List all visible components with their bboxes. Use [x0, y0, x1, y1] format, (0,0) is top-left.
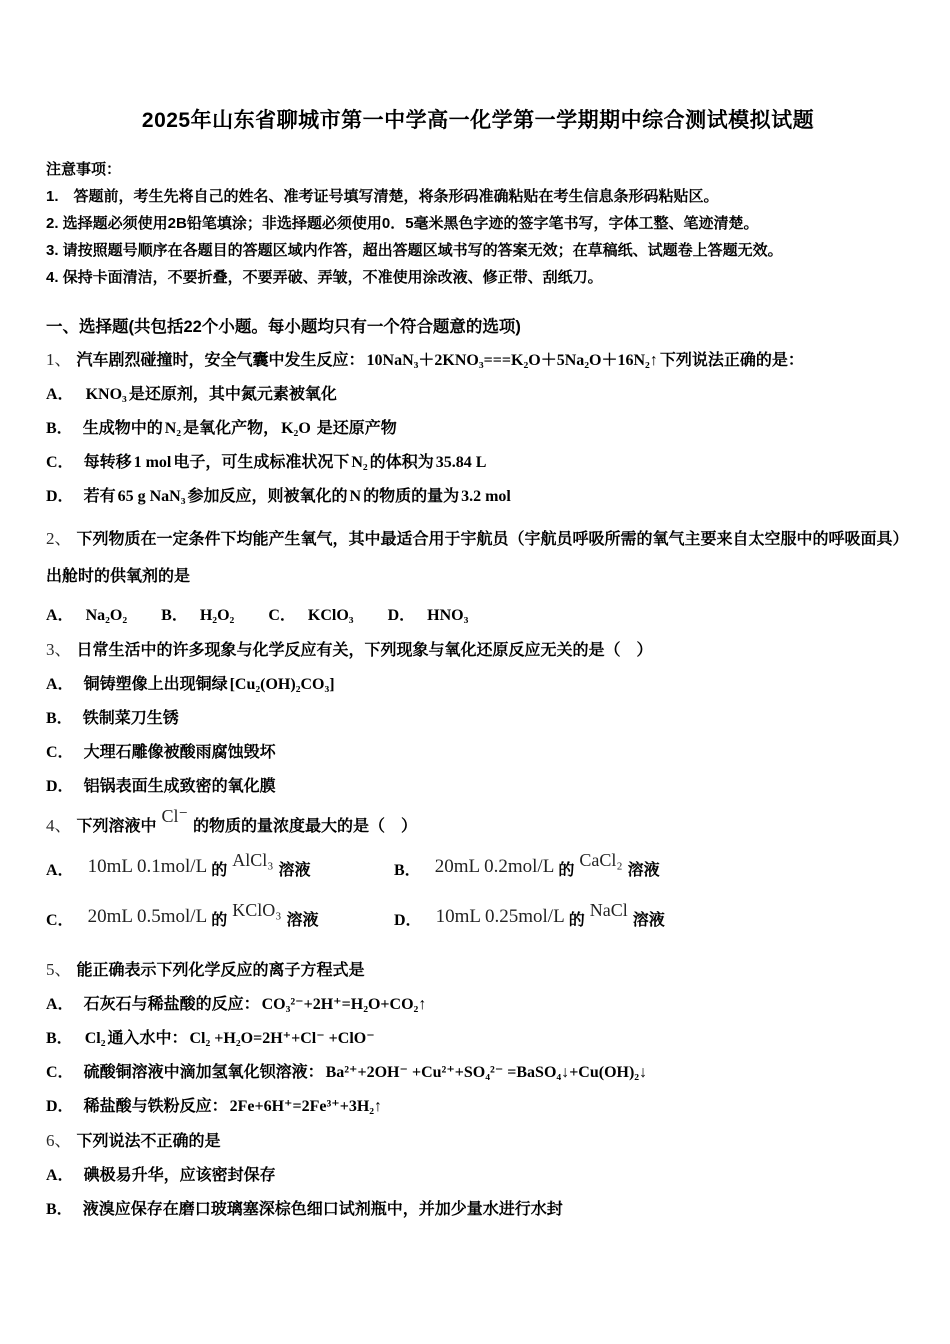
- question-block-5: [46, 959, 910, 1117]
- question-block-4: [46, 806, 910, 931]
- text-segment: 下列说法正确的是：: [659, 352, 804, 369]
- option-label: B．: [394, 862, 421, 879]
- text-segment: 铝锅表面生成致密的氧化膜: [83, 778, 276, 795]
- question-5-option-b: [46, 1028, 910, 1049]
- option-label: A．: [46, 862, 74, 879]
- option-cell: [46, 850, 394, 881]
- question-5-option-c: [46, 1062, 910, 1083]
- formula-segment: HNO₃: [427, 607, 469, 624]
- formula-segment: 35.84 L: [435, 454, 487, 471]
- question-block-1: [46, 349, 910, 507]
- notice-item: 3. 请按照题号顺序在各题目的答题区域内作答，超出答题区域书写的答案无效；在草稿纸、试题卷上答题无效。: [46, 242, 783, 259]
- formula-segment: [Cu₂(OH)₂CO₃]: [229, 676, 335, 693]
- text-segment: 溶液: [278, 862, 311, 879]
- option-label: D．: [46, 1098, 74, 1115]
- text-segment: 大理石雕像被酸雨腐蚀毁坏: [83, 744, 276, 761]
- text-segment: 汽车剧烈碰撞时，安全气囊中发生反应：: [76, 352, 365, 369]
- question-3-option-a: [46, 674, 910, 695]
- section-heading: 一、选择题(共包括22个小题。每小题均只有一个符合题意的选项): [46, 318, 521, 336]
- formula-segment: K₂O: [281, 420, 315, 437]
- text-segment: 铜铸塑像上出现铜绿: [83, 676, 228, 693]
- question-number: 5、: [46, 960, 72, 979]
- text-segment: 每转移: [83, 454, 132, 471]
- text-segment: 若有: [83, 488, 116, 505]
- question-4-options-row-2: [46, 900, 910, 931]
- text-segment: 下列说法不正确的是: [76, 1133, 221, 1150]
- question-block-3: [46, 639, 910, 797]
- formula-segment: AlCl₃: [232, 850, 274, 870]
- text-segment: 日常生活中的许多现象与化学反应有关，下列现象与氧化还原反应无关的是（ ）: [76, 642, 653, 659]
- text-segment: 稀盐酸与铁粉反应：: [83, 1098, 228, 1115]
- formula-segment: 3.2 mol: [461, 488, 511, 505]
- notice-heading: 注意事项：: [46, 161, 122, 178]
- text-segment: 液溴应保存在磨口玻璃塞深棕色细口试剂瓶中，并加少量水进行水封: [82, 1201, 563, 1218]
- option-label: B．: [46, 1201, 73, 1218]
- option-label: C．: [46, 744, 74, 761]
- option-label: D．: [387, 607, 416, 624]
- question-2-stem: [46, 520, 910, 595]
- questions: [46, 349, 910, 1220]
- question-3-stem: [46, 639, 910, 661]
- text-segment: 碘极易升华，应该密封保存: [83, 1167, 276, 1184]
- question-1-option-b: [46, 418, 910, 439]
- question-2-options: [46, 605, 910, 626]
- question-number: 4、: [46, 816, 72, 835]
- text-segment: 是氧化产物，: [183, 420, 280, 437]
- formula-segment: Ba²⁺+2OH⁻ +Cu²⁺+SO₄²⁻ =BaSO₄↓+Cu(OH)₂↓: [325, 1064, 648, 1081]
- formula-segment: N: [349, 488, 362, 505]
- text-segment: 硫酸铜溶液中滴加氢氧化钡溶液：: [83, 1064, 324, 1081]
- question-4-options-row-1: [46, 850, 910, 881]
- question-1-stem: [46, 349, 910, 371]
- option-cell: [394, 850, 910, 881]
- question-1-option-a: [46, 384, 910, 405]
- formula-segment: Cl⁻: [161, 806, 189, 826]
- question-3-option-d: [46, 776, 910, 797]
- question-3-option-c: [46, 742, 910, 763]
- formula-segment: H₂O₂: [199, 607, 235, 624]
- formula-segment: KClO₃: [307, 607, 354, 624]
- formula-segment: CaCl₂: [579, 850, 623, 870]
- formula-segment: 10NaN₃＋2KNO₃===K₂O＋5Na₂O＋16N₂↑: [366, 352, 658, 369]
- option-label: C．: [46, 454, 74, 471]
- text-segment: 溶液: [627, 862, 660, 879]
- question-number: 1、: [46, 350, 72, 369]
- option-label: A．: [46, 1167, 74, 1184]
- option-label: C．: [46, 912, 74, 929]
- text-segment: 参加反应，则被氧化的: [187, 488, 348, 505]
- formula-segment: KClO₃: [232, 900, 282, 920]
- question-6-option-b: [46, 1199, 910, 1220]
- option-label: D．: [46, 778, 74, 795]
- question-1-option-c: [46, 452, 910, 473]
- question-5-stem: [46, 959, 910, 981]
- formula-segment: N₂: [164, 420, 182, 437]
- formula-segment: CO₃²⁻+2H⁺=H₂O+CO₂↑: [261, 996, 427, 1013]
- text-segment: 的物质的量浓度最大的是（ ）: [193, 818, 418, 835]
- notice-section: [46, 158, 910, 287]
- formula-segment: Cl₂: [84, 1030, 106, 1047]
- question-6-stem: [46, 1130, 910, 1152]
- option-label: D．: [46, 488, 74, 505]
- page-title: 2025年山东省聊城市第一中学高一化学第一学期期中综合测试模拟试题: [141, 109, 815, 132]
- question-6-option-a: [46, 1165, 910, 1186]
- formula-segment: Cl₂ +H₂O=2H⁺+Cl⁻ +ClO⁻: [189, 1030, 375, 1047]
- question-number: 3、: [46, 640, 72, 659]
- formula-segment: Na₂O₂: [85, 607, 128, 624]
- formula-segment: KNO₃: [85, 386, 127, 403]
- text-segment: 下列溶液中: [76, 818, 157, 835]
- option-label: B．: [46, 1030, 73, 1047]
- text-segment: 的物质的量为: [363, 488, 460, 505]
- option-label: B．: [46, 420, 73, 437]
- formula-segment: 10mL 0.25mol/L: [435, 906, 565, 927]
- text-segment: 是还原剂，其中氮元素被氧化: [128, 386, 337, 403]
- text-segment: 的体积为: [369, 454, 434, 471]
- text-segment: 通入水中：: [107, 1030, 188, 1047]
- text-segment: 的: [211, 912, 228, 929]
- formula-segment: NaCl: [589, 900, 628, 920]
- question-1-option-d: [46, 486, 910, 507]
- formula-segment: N₂: [351, 454, 368, 471]
- notice-item: 1. 答题前，考生先将自己的姓名、准考证号填写清楚，将条形码准确粘贴在考生信息条形码粘贴区。: [46, 188, 719, 205]
- option-cell: [46, 900, 394, 931]
- notice-item: 4. 保持卡面清洁，不要折叠，不要弄破、弄皱，不准使用涂改液、修正带、刮纸刀。: [46, 269, 603, 286]
- question-5-option-a: [46, 994, 910, 1015]
- question-4-stem: [46, 806, 910, 837]
- text-segment: 下列物质在一定条件下均能产生氧气，其中最适合用于宇航员（宇航员呼吸所需的氧气主要来自太空服中的呼吸面具）出舱时的供氧剂的是: [46, 531, 909, 585]
- question-number: 2、: [46, 529, 72, 548]
- formula-segment: 1 mol: [133, 454, 172, 471]
- option-label: A．: [46, 676, 74, 693]
- option-label: A．: [46, 386, 74, 403]
- notice-item: 2. 选择题必须使用2B铅笔填涂；非选择题必须使用0．5毫米黑色字迹的签字笔书写，字体工整、笔迹清楚。: [46, 215, 759, 232]
- text-segment: 电子，可生成标准状况下: [173, 454, 350, 471]
- option-cell: [394, 900, 910, 931]
- formula-segment: 20mL 0.2mol/L: [434, 856, 555, 877]
- text-segment: 铁制菜刀生锈: [82, 710, 179, 727]
- question-5-option-d: [46, 1096, 910, 1117]
- text-segment: 是还原产物: [316, 420, 397, 437]
- question-3-option-b: [46, 708, 910, 729]
- text-segment: 能正确表示下列化学反应的离子方程式是: [76, 962, 365, 979]
- option-label: D．: [394, 912, 422, 929]
- text-segment: 的: [558, 862, 575, 879]
- formula-segment: 20mL 0.5mol/L: [87, 906, 208, 927]
- text-segment: 溶液: [632, 912, 665, 929]
- question-block-2: [46, 520, 910, 626]
- text-segment: 溶液: [286, 912, 319, 929]
- text-segment: 石灰石与稀盐酸的反应：: [83, 996, 260, 1013]
- text-segment: 的: [568, 912, 585, 929]
- question-number: 6、: [46, 1131, 72, 1150]
- formula-segment: 65 g NaN₃: [117, 488, 186, 505]
- option-label: C．: [268, 607, 296, 624]
- option-label: A．: [46, 996, 74, 1013]
- formula-segment: 10mL 0.1mol/L: [87, 856, 208, 877]
- option-label: B．: [46, 710, 73, 727]
- question-block-6: [46, 1130, 910, 1220]
- option-label: A．: [46, 607, 74, 624]
- option-label: B．: [161, 607, 188, 624]
- option-label: C．: [46, 1064, 74, 1081]
- text-segment: 生成物中的: [82, 420, 163, 437]
- text-segment: 的: [211, 862, 228, 879]
- formula-segment: 2Fe+6H⁺=2Fe³⁺+3H₂↑: [229, 1098, 383, 1115]
